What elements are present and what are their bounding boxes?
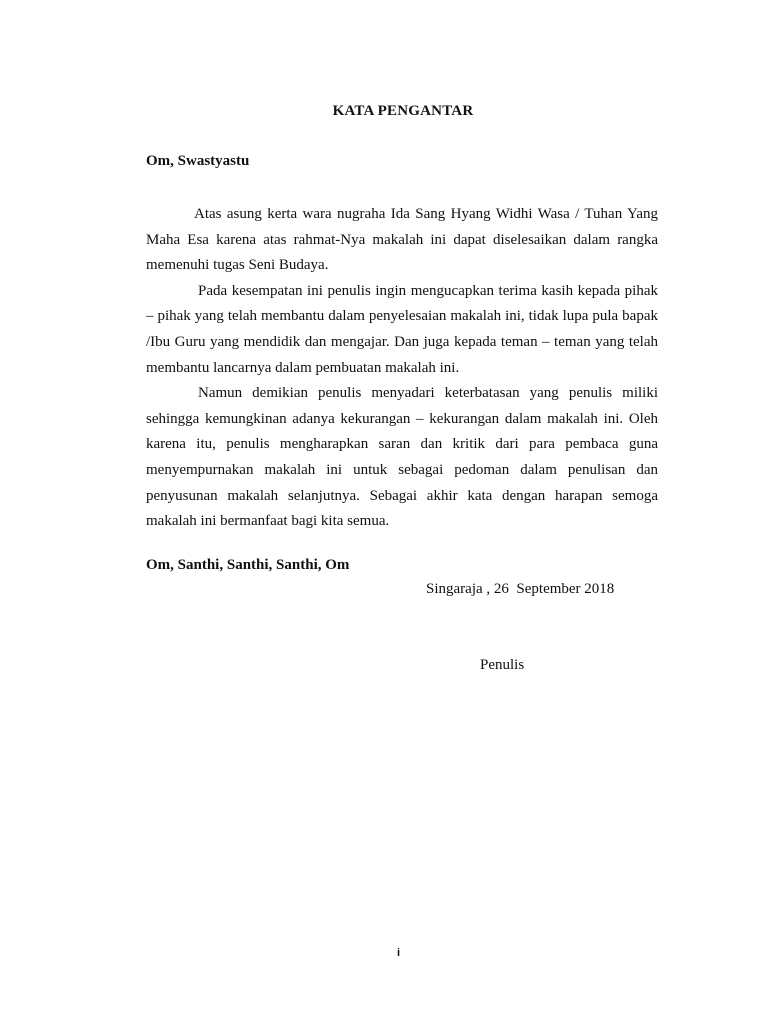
page-title: KATA PENGANTAR [332,103,474,119]
paragraph-2: Pada kesempatan ini penulis ingin mengucapkan terima kasih kepada pihak – pihak yang telah membantu dalam penyelesaian makalah ini, tidak lupa pula bapak /Ibu Guru yang mendidik dan mengajar. Dan juga kepada teman – teman yang telah membantu lancarnya dalam pembuatan makalah ini. [146,282,658,376]
paragraph-1: Atas asung kerta wara nugraha Ida Sang Hyang Widhi Wasa / Tuhan Yang Maha Esa karena atas rahmat-Nya makalah ini dapat diselesaikan dalam rangka memenuhi tugas Seni Budaya. [146,206,658,274]
page-number: i [397,947,401,959]
opening-greeting: Om, Swastyastu [146,153,250,169]
place-and-date: Singaraja , 26 September 2018 [426,581,615,597]
body-text [146,202,658,535]
author-signature: Penulis [480,657,525,673]
closing-greeting: Om, Santhi, Santhi, Santhi, Om [146,557,350,573]
paragraph-3: Namun demikian penulis menyadari keterbatasan yang penulis miliki sehingga kemungkinan adanya kekurangan – kekurangan dalam makalah ini. Oleh karena itu, penulis mengharapkan saran dan kritik dari para pembaca guna menyempurnakan makalah ini untuk sebagai pedoman dalam penulisan dan penyusunan makalah selanjutnya. Sebagai akhir kata dengan harapan semoga makalah ini bermanfaat bagi kita semua. [146,385,658,530]
